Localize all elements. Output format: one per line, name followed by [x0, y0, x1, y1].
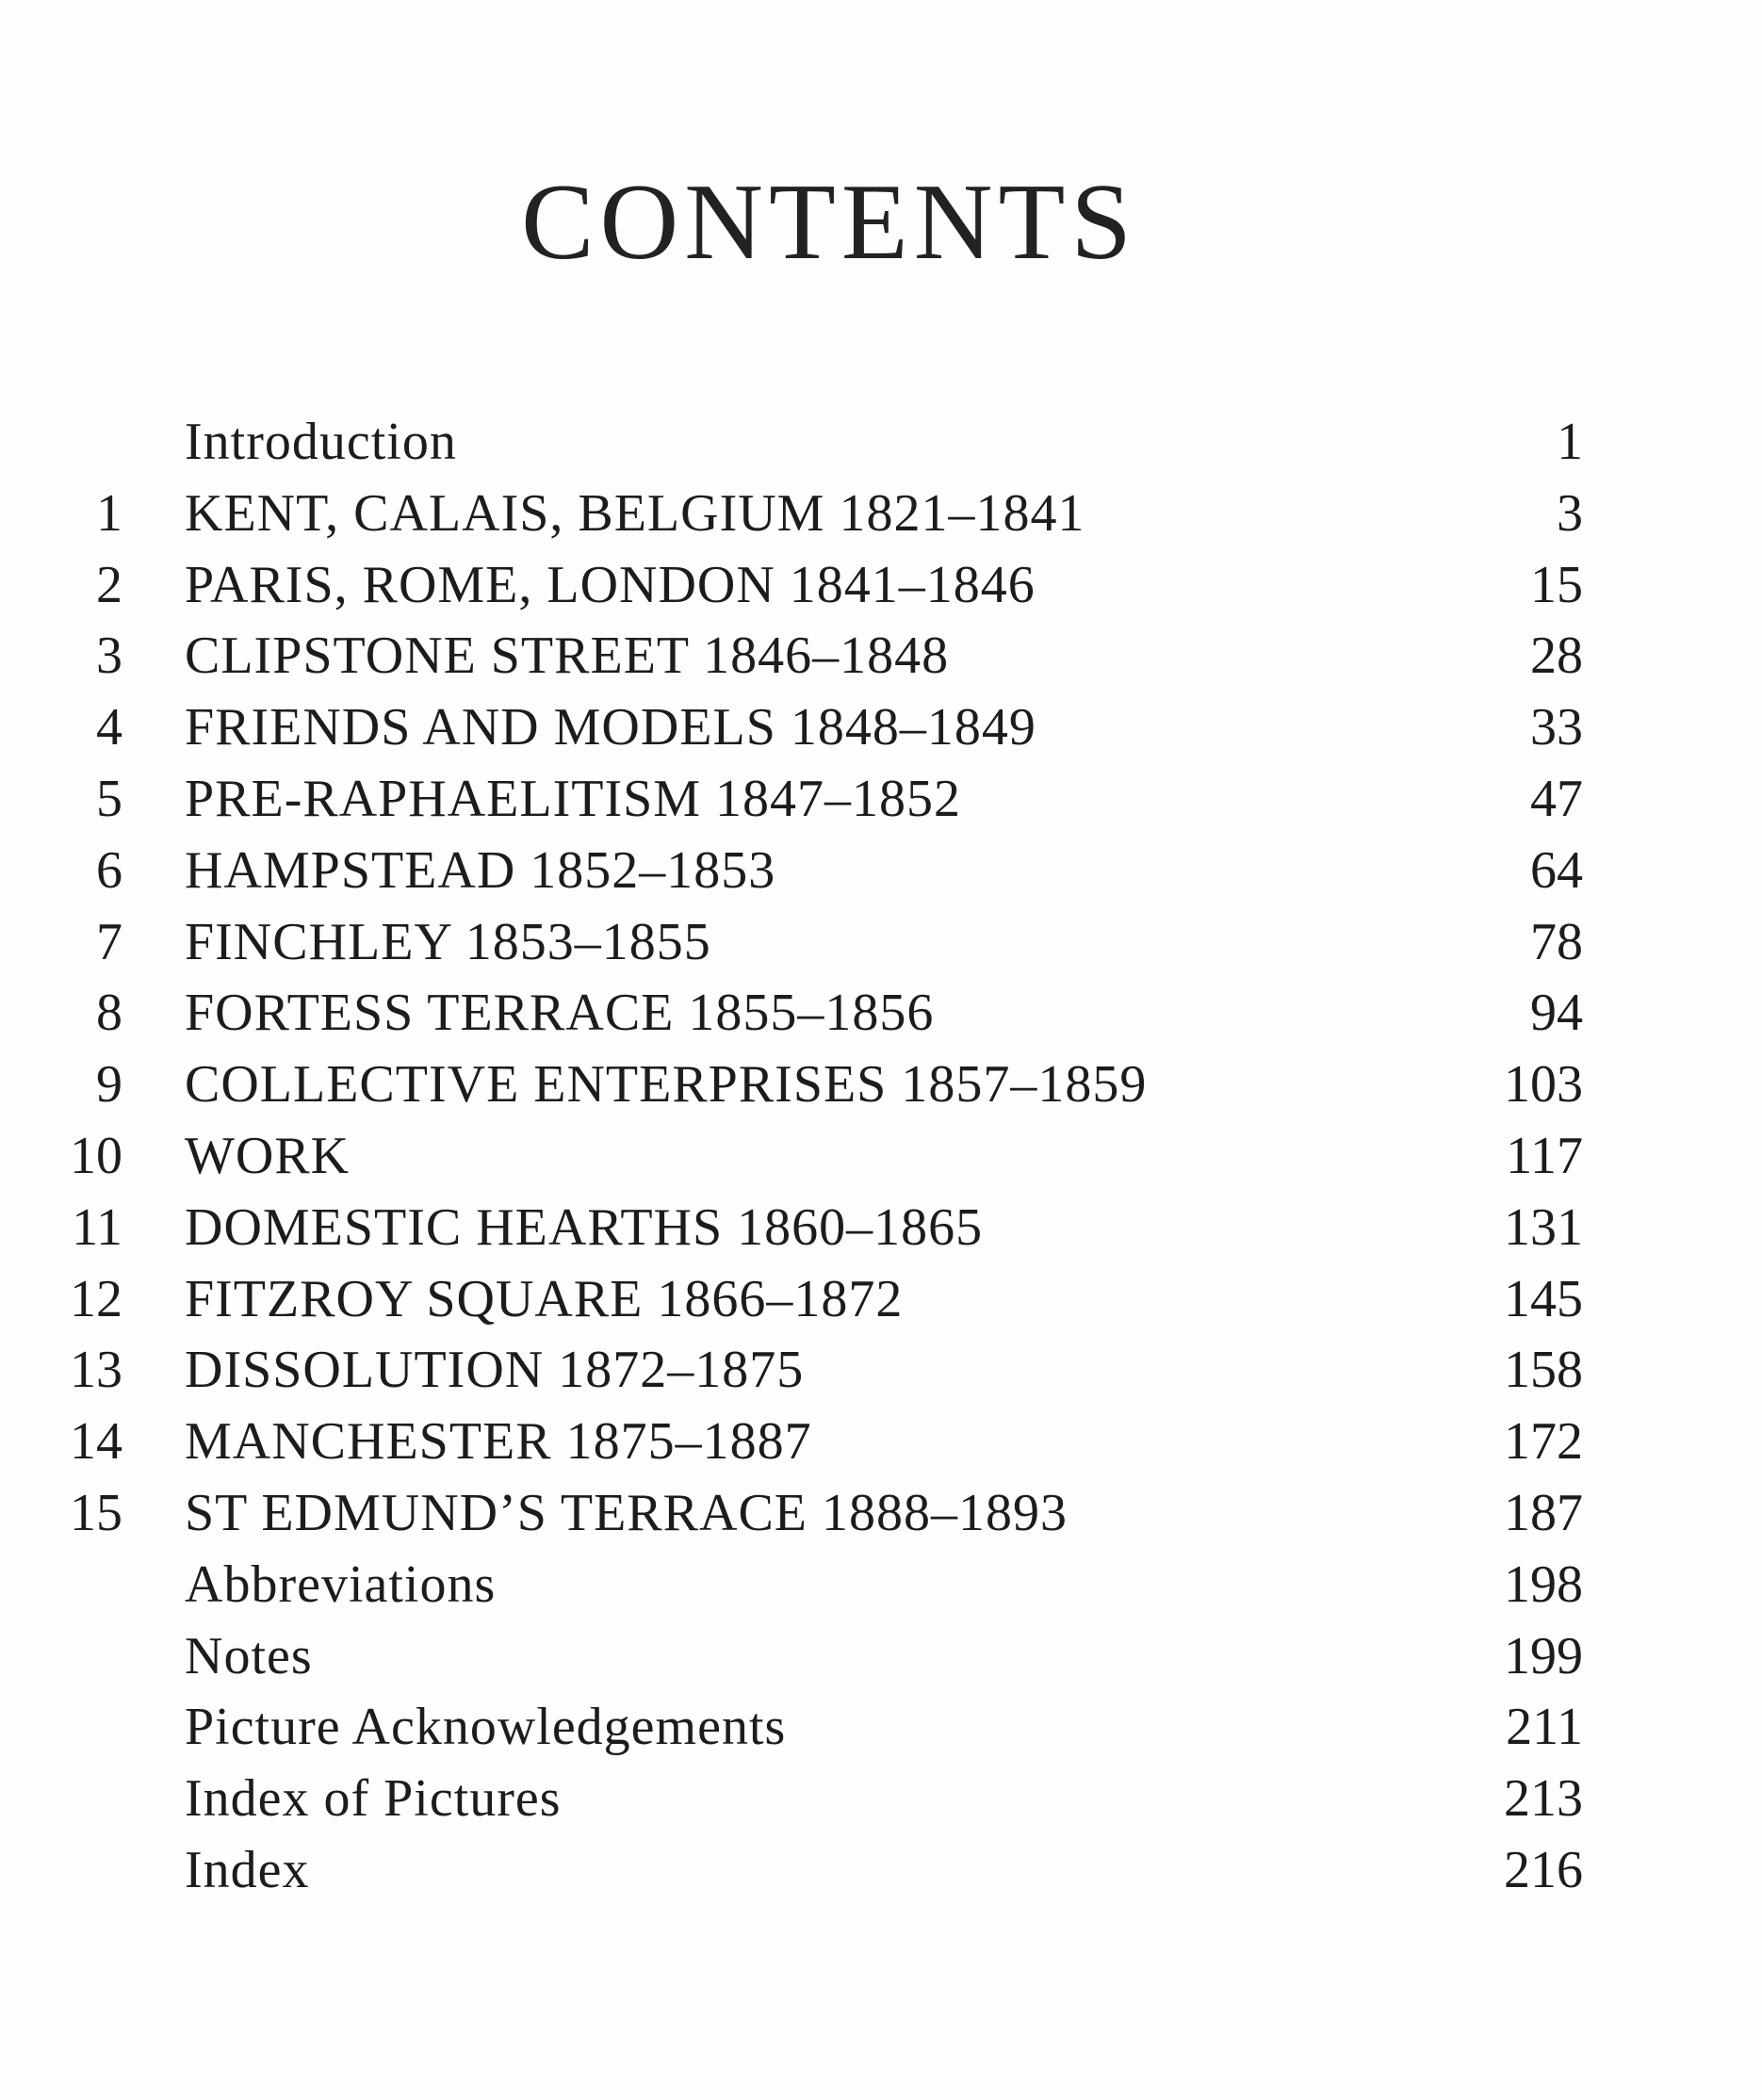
chapter-title: HAMPSTEAD 1852–1853	[185, 840, 776, 900]
toc-entry	[0, 1550, 1762, 1621]
page-number: 78	[1530, 912, 1583, 971]
page-number: 117	[1506, 1126, 1583, 1185]
page-number: 1	[1557, 413, 1583, 471]
table-of-contents	[0, 407, 1762, 1907]
chapter-number: 8	[96, 984, 122, 1043]
chapter-title: DOMESTIC HEARTHS 1860–1865	[185, 1197, 984, 1257]
toc-entry	[0, 1264, 1762, 1336]
chapter-number: 3	[96, 627, 122, 686]
toc-entry	[0, 1121, 1762, 1193]
chapter-number: 1	[96, 483, 122, 543]
chapter-title: Abbreviations	[185, 1555, 497, 1614]
toc-entry	[0, 1050, 1762, 1121]
page-number: 64	[1530, 840, 1583, 900]
chapter-number: 14	[70, 1412, 122, 1472]
toc-entry	[0, 621, 1762, 692]
toc-entry	[0, 407, 1762, 479]
chapter-number: 5	[96, 769, 122, 828]
toc-entry	[0, 1335, 1762, 1407]
chapter-title: Notes	[185, 1626, 313, 1685]
chapter-number: 11	[72, 1197, 122, 1257]
toc-entry	[0, 764, 1762, 836]
page-number: 47	[1530, 769, 1583, 828]
page-number: 28	[1530, 627, 1583, 686]
page-number: 216	[1504, 1840, 1583, 1899]
chapter-number: 6	[96, 840, 122, 900]
chapter-number: 4	[96, 698, 122, 757]
chapter-number: 7	[96, 912, 122, 971]
toc-entry	[0, 479, 1762, 550]
chapter-number: 10	[70, 1126, 122, 1185]
page-number: 103	[1504, 1055, 1583, 1115]
chapter-number: 12	[70, 1269, 122, 1328]
chapter-title: Picture Acknowledgements	[185, 1698, 787, 1757]
toc-entry	[0, 1478, 1762, 1550]
toc-entry	[0, 1407, 1762, 1478]
chapter-number: 15	[70, 1483, 122, 1542]
toc-entry	[0, 1621, 1762, 1693]
page-number: 94	[1530, 984, 1583, 1043]
chapter-title: MANCHESTER 1875–1887	[185, 1412, 812, 1472]
toc-entry	[0, 1193, 1762, 1264]
chapter-title: WORK	[185, 1126, 351, 1185]
chapter-title: FORTESS TERRACE 1855–1856	[185, 984, 935, 1043]
page-number: 3	[1557, 483, 1583, 543]
page-number: 213	[1504, 1769, 1583, 1829]
chapter-title: FRIENDS AND MODELS 1848–1849	[185, 698, 1036, 757]
page-number: 158	[1504, 1341, 1583, 1400]
toc-entry	[0, 692, 1762, 764]
chapter-number: 9	[96, 1055, 122, 1115]
page-number: 172	[1504, 1412, 1583, 1472]
toc-entry	[0, 1692, 1762, 1764]
chapter-title: Index of Pictures	[185, 1769, 562, 1829]
page-number: 131	[1504, 1197, 1583, 1257]
chapter-title: DISSOLUTION 1872–1875	[185, 1341, 805, 1400]
page-number: 198	[1504, 1555, 1583, 1614]
chapter-title: CLIPSTONE STREET 1846–1848	[185, 627, 950, 686]
chapter-title: PRE-RAPHAELITISM 1847–1852	[185, 769, 962, 828]
toc-entry	[0, 836, 1762, 907]
chapter-title: FITZROY SQUARE 1866–1872	[185, 1269, 904, 1328]
page-number: 187	[1504, 1483, 1583, 1542]
toc-entry	[0, 978, 1762, 1050]
chapter-title: Index	[185, 1840, 310, 1899]
page-number: 199	[1504, 1626, 1583, 1685]
page-number: 33	[1530, 698, 1583, 757]
toc-entry	[0, 1764, 1762, 1835]
page-number: 15	[1530, 555, 1583, 614]
chapter-title: FINCHLEY 1853–1855	[185, 912, 711, 971]
toc-entry	[0, 1835, 1762, 1907]
chapter-title: ST EDMUND’S TERRACE 1888–1893	[185, 1483, 1069, 1542]
toc-entry	[0, 907, 1762, 979]
chapter-title: Introduction	[185, 413, 457, 471]
chapter-title: KENT, CALAIS, BELGIUM 1821–1841	[185, 483, 1085, 543]
page-title: CONTENTS	[521, 162, 1137, 283]
chapter-number: 13	[70, 1341, 122, 1400]
page-number: 211	[1506, 1698, 1583, 1757]
page-number: 145	[1504, 1269, 1583, 1328]
toc-entry	[0, 550, 1762, 622]
chapter-number: 2	[96, 555, 122, 614]
chapter-title: PARIS, ROME, LONDON 1841–1846	[185, 555, 1036, 614]
chapter-title: COLLECTIVE ENTERPRISES 1857–1859	[185, 1055, 1148, 1115]
